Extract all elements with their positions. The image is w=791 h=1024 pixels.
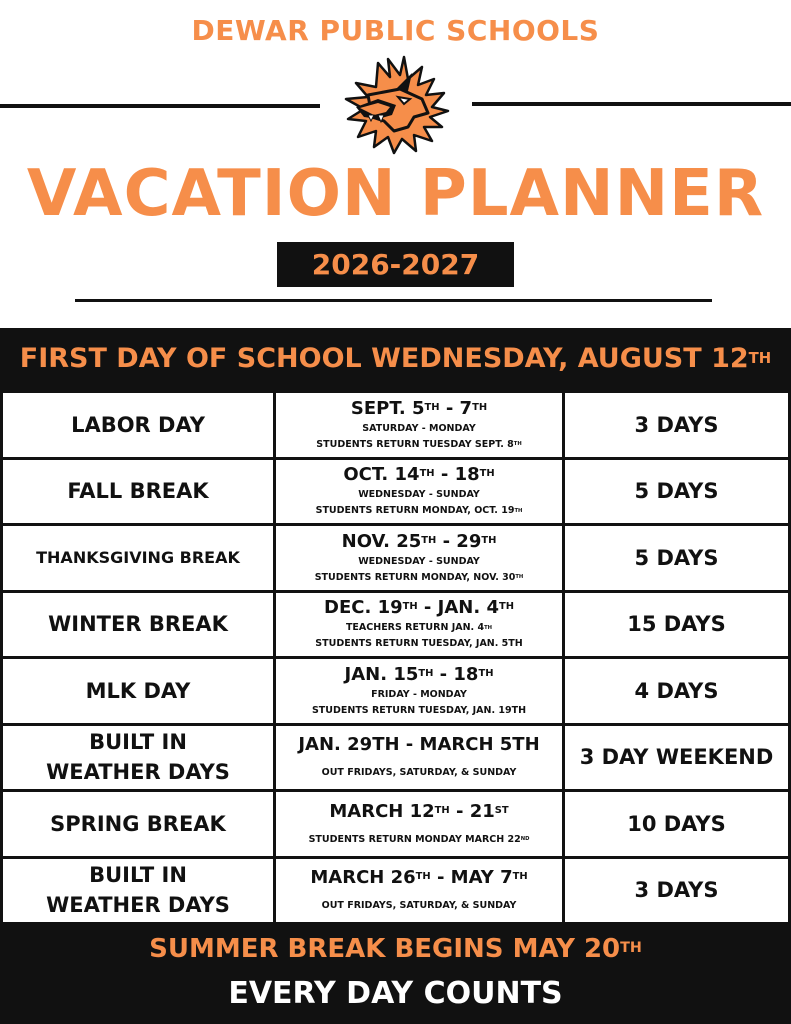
table-row — [2, 724, 790, 791]
page-title: VACATION PLANNER — [26, 157, 765, 231]
table-row — [2, 658, 790, 725]
date-range: SEPT. 5TH - 7TH — [350, 397, 488, 419]
date-range: JAN. 29TH - MARCH 5TH — [298, 734, 540, 756]
header-rule-right — [472, 102, 791, 106]
table-row — [2, 857, 790, 924]
duration: 3 DAY WEEKEND — [564, 724, 790, 791]
school-year-badge: 2026-2027 — [277, 242, 514, 287]
return-note: STUDENTS RETURN TUESDAY SEPT. 8TH — [316, 438, 522, 450]
return-note: STUDENTS RETURN TUESDAY, JAN. 19TH — [311, 704, 527, 716]
title-rule — [75, 299, 712, 302]
date-days: FRIDAY - MONDAY — [371, 688, 467, 700]
duration: 5 DAYS — [564, 525, 790, 592]
date-cell — [275, 591, 564, 658]
event-mlk-day: MLK DAY — [2, 658, 275, 725]
date-days: WEDNESDAY - SUNDAY — [358, 555, 480, 567]
return-note: STUDENTS RETURN TUESDAY, JAN. 5TH — [315, 638, 523, 650]
date-range: DEC. 19TH - JAN. 4TH — [324, 597, 514, 619]
motto-text: EVERY DAY COUNTS — [228, 976, 563, 1011]
table-row — [2, 591, 790, 658]
duration: 5 DAYS — [564, 458, 790, 525]
date-cell — [275, 791, 564, 858]
date-cell — [275, 458, 564, 525]
date-range: JAN. 15TH - 18TH — [344, 663, 494, 685]
date-range: MARCH 26TH - MAY 7TH — [310, 867, 528, 889]
event-built-in-weather-days: BUILT IN WEATHER DAYS — [2, 724, 275, 791]
date-range: MARCH 12TH - 21ST — [329, 800, 509, 822]
duration: 3 DAYS — [564, 857, 790, 924]
date-cell — [275, 392, 564, 459]
date-cell — [275, 857, 564, 924]
header-rule-left — [0, 104, 320, 108]
first-day-text: FIRST DAY OF SCHOOL WEDNESDAY, AUGUST 12 — [19, 343, 749, 374]
table-row — [2, 525, 790, 592]
event-thanksgiving-break: THANKSGIVING BREAK — [2, 525, 275, 592]
footer-banner — [0, 922, 791, 1024]
date-cell — [275, 525, 564, 592]
duration: 10 DAYS — [564, 791, 790, 858]
date-range: NOV. 25TH - 29TH — [341, 530, 497, 552]
date-range: OCT. 14TH - 18TH — [343, 464, 495, 486]
school-district-name: DEWAR PUBLIC SCHOOLS — [191, 14, 600, 47]
date-cell — [275, 658, 564, 725]
return-note: STUDENTS RETURN MONDAY MARCH 22ND — [308, 833, 530, 845]
dragon-mascot-logo — [338, 55, 454, 155]
teachers-return-note: TEACHERS RETURN JAN. 4TH — [345, 622, 493, 634]
return-note: STUDENTS RETURN MONDAY, OCT. 19TH — [315, 505, 523, 517]
date-days: OUT FRIDAYS, SATURDAY, & SUNDAY — [321, 900, 517, 912]
table-row — [2, 458, 790, 525]
duration: 4 DAYS — [564, 658, 790, 725]
event-winter-break: WINTER BREAK — [2, 591, 275, 658]
first-day-banner — [0, 328, 791, 390]
date-days: OUT FRIDAYS, SATURDAY, & SUNDAY — [321, 767, 517, 779]
duration: 3 DAYS — [564, 392, 790, 459]
return-note: STUDENTS RETURN MONDAY, NOV. 30TH — [314, 571, 524, 583]
event-spring-break: SPRING BREAK — [2, 791, 275, 858]
summer-break-text: SUMMER BREAK BEGINS MAY 20TH — [149, 934, 642, 964]
event-fall-break: FALL BREAK — [2, 458, 275, 525]
duration: 15 DAYS — [564, 591, 790, 658]
table-row — [2, 791, 790, 858]
date-cell — [275, 724, 564, 791]
vacation-table — [0, 390, 791, 925]
event-built-in-weather-days-2: BUILT IN WEATHER DAYS — [2, 857, 275, 924]
table-row — [2, 392, 790, 459]
date-days: SATURDAY - MONDAY — [362, 422, 476, 434]
event-labor-day: LABOR DAY — [2, 392, 275, 459]
first-day-suffix: TH — [748, 348, 772, 367]
date-days: WEDNESDAY - SUNDAY — [358, 489, 480, 501]
